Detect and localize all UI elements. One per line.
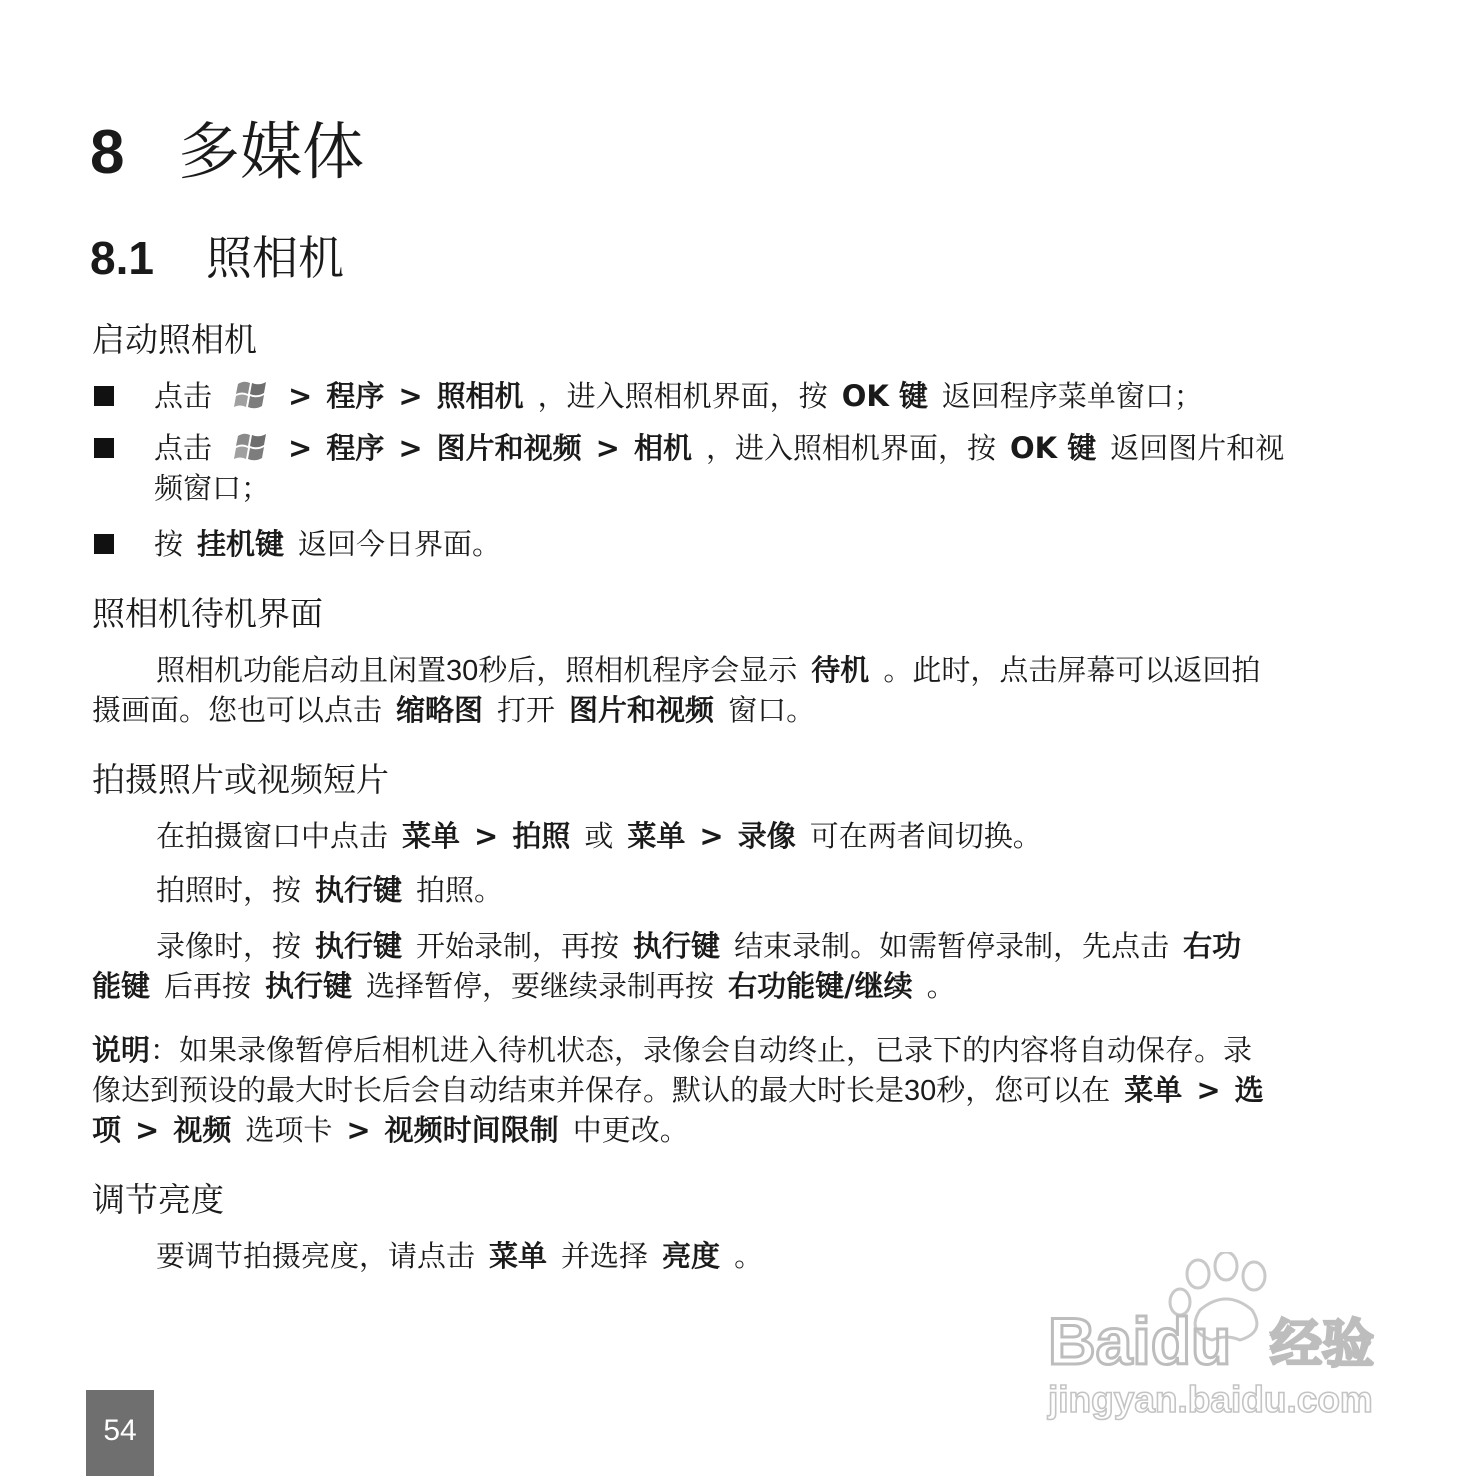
text: 后再按 <box>164 969 252 1003</box>
keyword: 执行键 <box>265 969 353 1003</box>
keyword: 照相机 <box>436 379 524 413</box>
text: 可在两者间切换。 <box>809 819 1042 853</box>
keyword: 程序 <box>326 379 385 413</box>
text: 像达到预设的最大时长后会自动结束并保存。默认的最大时长是 <box>92 1073 905 1107</box>
keyword: 项 <box>92 1113 122 1147</box>
square-bullet-icon <box>94 386 114 406</box>
keyword: 能键 <box>92 969 151 1003</box>
keyword: 右功能键/继续 <box>728 969 913 1003</box>
text: 中更改。 <box>572 1113 689 1147</box>
bullet-2 <box>154 428 1284 468</box>
separator: > <box>288 379 313 413</box>
keyword: 执行键 <box>315 929 403 963</box>
keyword: 程序 <box>326 431 385 465</box>
separator: > <box>474 819 499 853</box>
separator: > <box>346 1113 371 1147</box>
text: 返回今日界面。 <box>298 527 502 561</box>
baidu-watermark <box>1040 1252 1390 1422</box>
separator: > <box>398 431 423 465</box>
bullet-2-continued: 频窗口； <box>154 471 271 505</box>
windows-start-icon <box>230 430 272 466</box>
text: 选项卡 <box>245 1113 333 1147</box>
text: 窗口。 <box>728 693 816 727</box>
keyword: 视频时间限制 <box>384 1113 559 1147</box>
text: 返回图片和视 <box>1110 431 1285 465</box>
watermark-brand: Baidu <box>1048 1304 1232 1378</box>
keyword: OK 键 <box>841 379 928 413</box>
note-line-3 <box>92 1110 689 1150</box>
text: 照相机功能启动且闲置 <box>156 653 447 687</box>
heading-brightness: 调节亮度 <box>92 1180 224 1219</box>
text: 在拍摄窗口中点击 <box>156 819 389 853</box>
text: 秒，您可以在 <box>936 1073 1111 1107</box>
keyword: 图片和视频 <box>569 693 715 727</box>
text: 返回程序菜单窗口； <box>941 379 1203 413</box>
text: 要调节拍摄亮度，请点击 <box>156 1239 476 1273</box>
keyword: 菜单 <box>1124 1073 1183 1107</box>
keyword: 挂机键 <box>197 527 285 561</box>
heading-shoot: 拍摄照片或视频短片 <box>92 760 389 799</box>
keyword: OK 键 <box>1010 431 1097 465</box>
note-line-1 <box>92 1030 1252 1070</box>
chapter-number: 8 <box>90 118 125 187</box>
text: 拍照。 <box>416 873 504 907</box>
windows-start-icon <box>230 378 272 414</box>
watermark-cn: 经验 <box>1270 1315 1375 1375</box>
text: 。此时，点击屏幕可以返回拍 <box>883 653 1261 687</box>
text: ，进入照相机界面，按 <box>537 379 828 413</box>
text: 摄画面。您也可以点击 <box>92 693 383 727</box>
page-number: 54 <box>103 1414 137 1447</box>
text: 并选择 <box>561 1239 649 1273</box>
section-title-text: 照相机 <box>206 231 344 285</box>
keyword: 右功 <box>1183 929 1242 963</box>
standby-line-2 <box>92 690 815 730</box>
text: 录像时，按 <box>156 929 302 963</box>
text: 。 <box>926 969 956 1003</box>
keyword: 图片和视频 <box>436 431 582 465</box>
keyword: 亮度 <box>662 1239 721 1273</box>
keyword: 执行键 <box>315 873 403 907</box>
text: 开始录制，再按 <box>416 929 620 963</box>
shoot-para-3-line-1 <box>156 926 1241 966</box>
text: 点击 <box>154 379 213 413</box>
bullet-1 <box>154 376 1203 416</box>
separator: > <box>135 1113 160 1147</box>
keyword: 拍照 <box>512 819 571 853</box>
text: 打开 <box>497 693 556 727</box>
text: ，进入照相机界面，按 <box>706 431 997 465</box>
text: 拍照时，按 <box>156 873 302 907</box>
keyword: 菜单 <box>627 819 686 853</box>
watermark-url: jingyan.baidu.com <box>1048 1379 1373 1420</box>
section-number: 8.1 <box>90 232 154 284</box>
shoot-para-1 <box>156 816 1042 856</box>
bullet-3 <box>154 524 501 564</box>
note-line-2 <box>92 1070 1264 1111</box>
text: 选择暂停，要继续录制再按 <box>366 969 715 1003</box>
text: 或 <box>584 819 614 853</box>
keyword: 视频 <box>173 1113 232 1147</box>
keyword: 菜单 <box>402 819 461 853</box>
keyword: 待机 <box>811 653 870 687</box>
keyword: 选 <box>1234 1073 1264 1107</box>
chapter-title-text: 多媒体 <box>178 115 365 188</box>
keyword: 相机 <box>633 431 692 465</box>
separator: > <box>699 819 724 853</box>
heading-camera-standby: 照相机待机界面 <box>92 594 323 633</box>
square-bullet-icon <box>94 534 114 554</box>
text: ：如果录像暂停后相机进入待机状态，录像会自动终止，已录下的内容将自动保存。录 <box>150 1033 1253 1067</box>
text: 结束录制。如需暂停录制，先点击 <box>734 929 1170 963</box>
keyword: 缩略图 <box>396 693 484 727</box>
heading-start-camera: 启动照相机 <box>92 320 257 359</box>
separator: > <box>398 379 423 413</box>
number: 30 <box>446 655 479 687</box>
section-title <box>90 228 344 288</box>
note-label: 说明 <box>92 1033 151 1067</box>
separator: > <box>1196 1073 1221 1107</box>
keyword: 执行键 <box>633 929 721 963</box>
keyword: 菜单 <box>489 1239 548 1273</box>
text: 按 <box>154 527 184 561</box>
number: 30 <box>904 1075 937 1107</box>
separator: > <box>288 431 313 465</box>
chapter-title <box>90 112 364 193</box>
shoot-para-3-line-2 <box>92 966 956 1006</box>
square-bullet-icon <box>94 438 114 458</box>
shoot-para-2 <box>156 870 503 910</box>
text: 。 <box>734 1239 764 1273</box>
keyword: 录像 <box>737 819 796 853</box>
standby-line-1 <box>156 650 1260 691</box>
text: 点击 <box>154 431 213 465</box>
brightness-para <box>156 1236 763 1276</box>
text: 秒后，照相机程序会显示 <box>478 653 798 687</box>
separator: > <box>595 431 620 465</box>
